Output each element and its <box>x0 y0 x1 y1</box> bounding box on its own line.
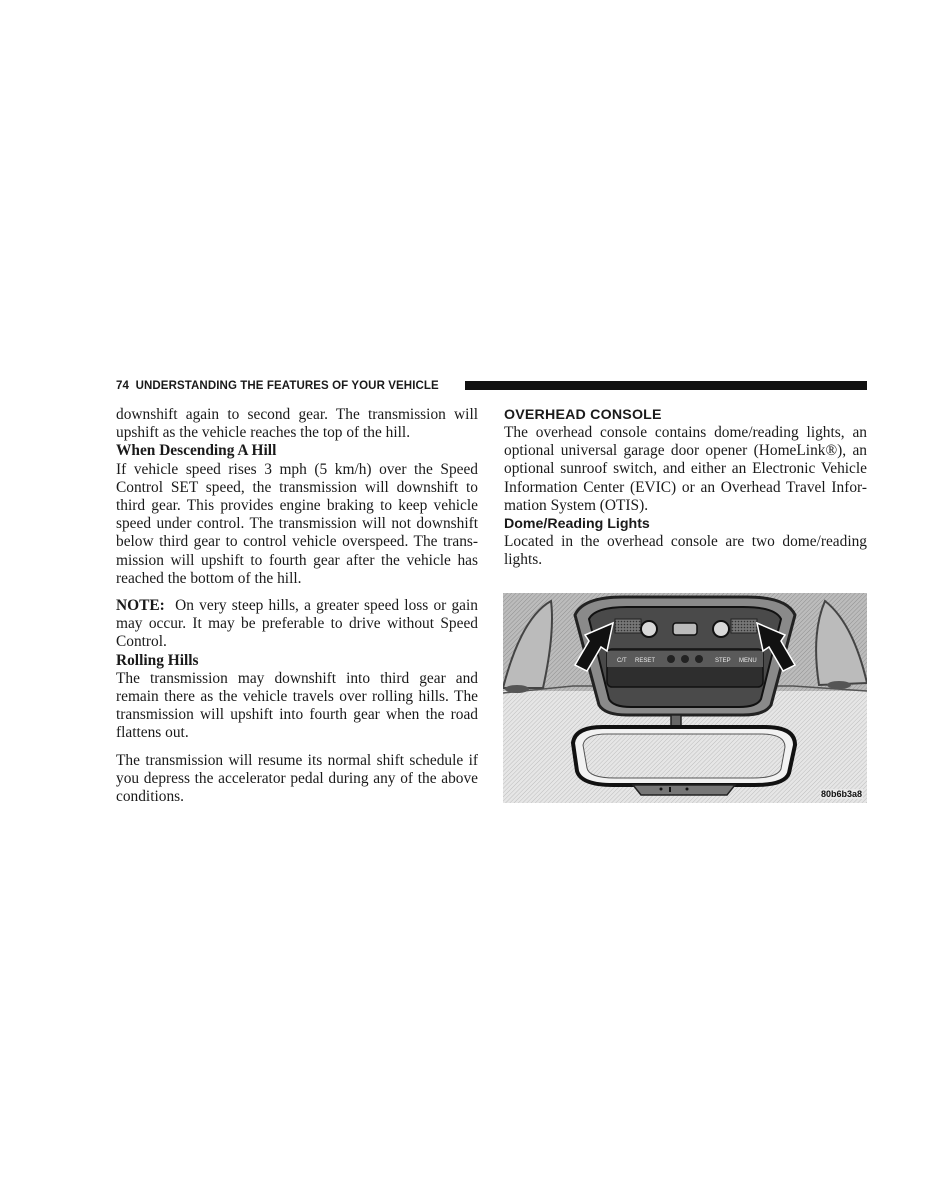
header-rule <box>465 381 867 390</box>
button-label-menu: MENU <box>739 658 757 664</box>
dome-lights-text: Located in the overhead console are two dome/reading lights. <box>504 533 867 569</box>
overhead-console-text: The overhead console contains dome/reading lights, an optional universal garage door opener (HomeLink®), an optional sunroof switch, and either an Electronic Vehicle Information Center (EVIC) or an Overhead Travel Infor-mation System (OTIS). <box>504 424 867 514</box>
note-label: NOTE: <box>116 597 165 615</box>
button-label-ct: C/T <box>617 658 627 664</box>
figure-code: 80b6b3a8 <box>820 789 862 799</box>
header-text <box>116 379 439 393</box>
section-title: UNDERSTANDING THE FEATURES OF YOUR VEHICLE <box>135 380 439 392</box>
dome-lights-title: Dome/Reading Lights <box>504 516 650 533</box>
note-text: On very steep hills, a greater speed loss or gain may occur. It may be preferable to drive without Speed Control. <box>116 597 478 651</box>
note-paragraph <box>116 597 478 652</box>
heading-rolling-hills: Rolling Hills <box>116 651 199 669</box>
paragraph-downshift: downshift again to second gear. The transmission will upshift as the vehicle reaches the top of the hill. <box>116 406 478 442</box>
paragraph-rolling-hills: The transmission may downshift into third gear and remain there as the vehicle travels over rolling hills. The transmission will upshift into fourth gear when the road flattens out. <box>116 669 478 742</box>
heading-descending: When Descending A Hill <box>116 442 277 460</box>
button-label-reset: RESET <box>635 658 656 664</box>
page-number: 74 <box>116 380 129 392</box>
console-illustration-svg <box>503 593 867 803</box>
overhead-console-title: OVERHEAD CONSOLE <box>504 407 662 423</box>
page-header <box>116 379 867 393</box>
right-column <box>504 406 867 569</box>
paragraph-resume: The transmission will resume its normal shift schedule if you depress the accelerator pedal during any of the above conditions. <box>116 751 478 806</box>
paragraph-descending: If vehicle speed rises 3 mph (5 km/h) over the Speed Control SET speed, the transmission will downshift to third gear. This provides engine braking to keep vehicle speed under control. The transmission will not downshift below third gear to control vehicle overspeed. The trans-mission will upshift to fourth gear after the vehicle has reached the bottom of the hill. <box>116 460 478 587</box>
left-column <box>116 406 478 806</box>
overhead-console-illustration <box>503 593 867 803</box>
button-label-step: STEP <box>715 658 731 664</box>
